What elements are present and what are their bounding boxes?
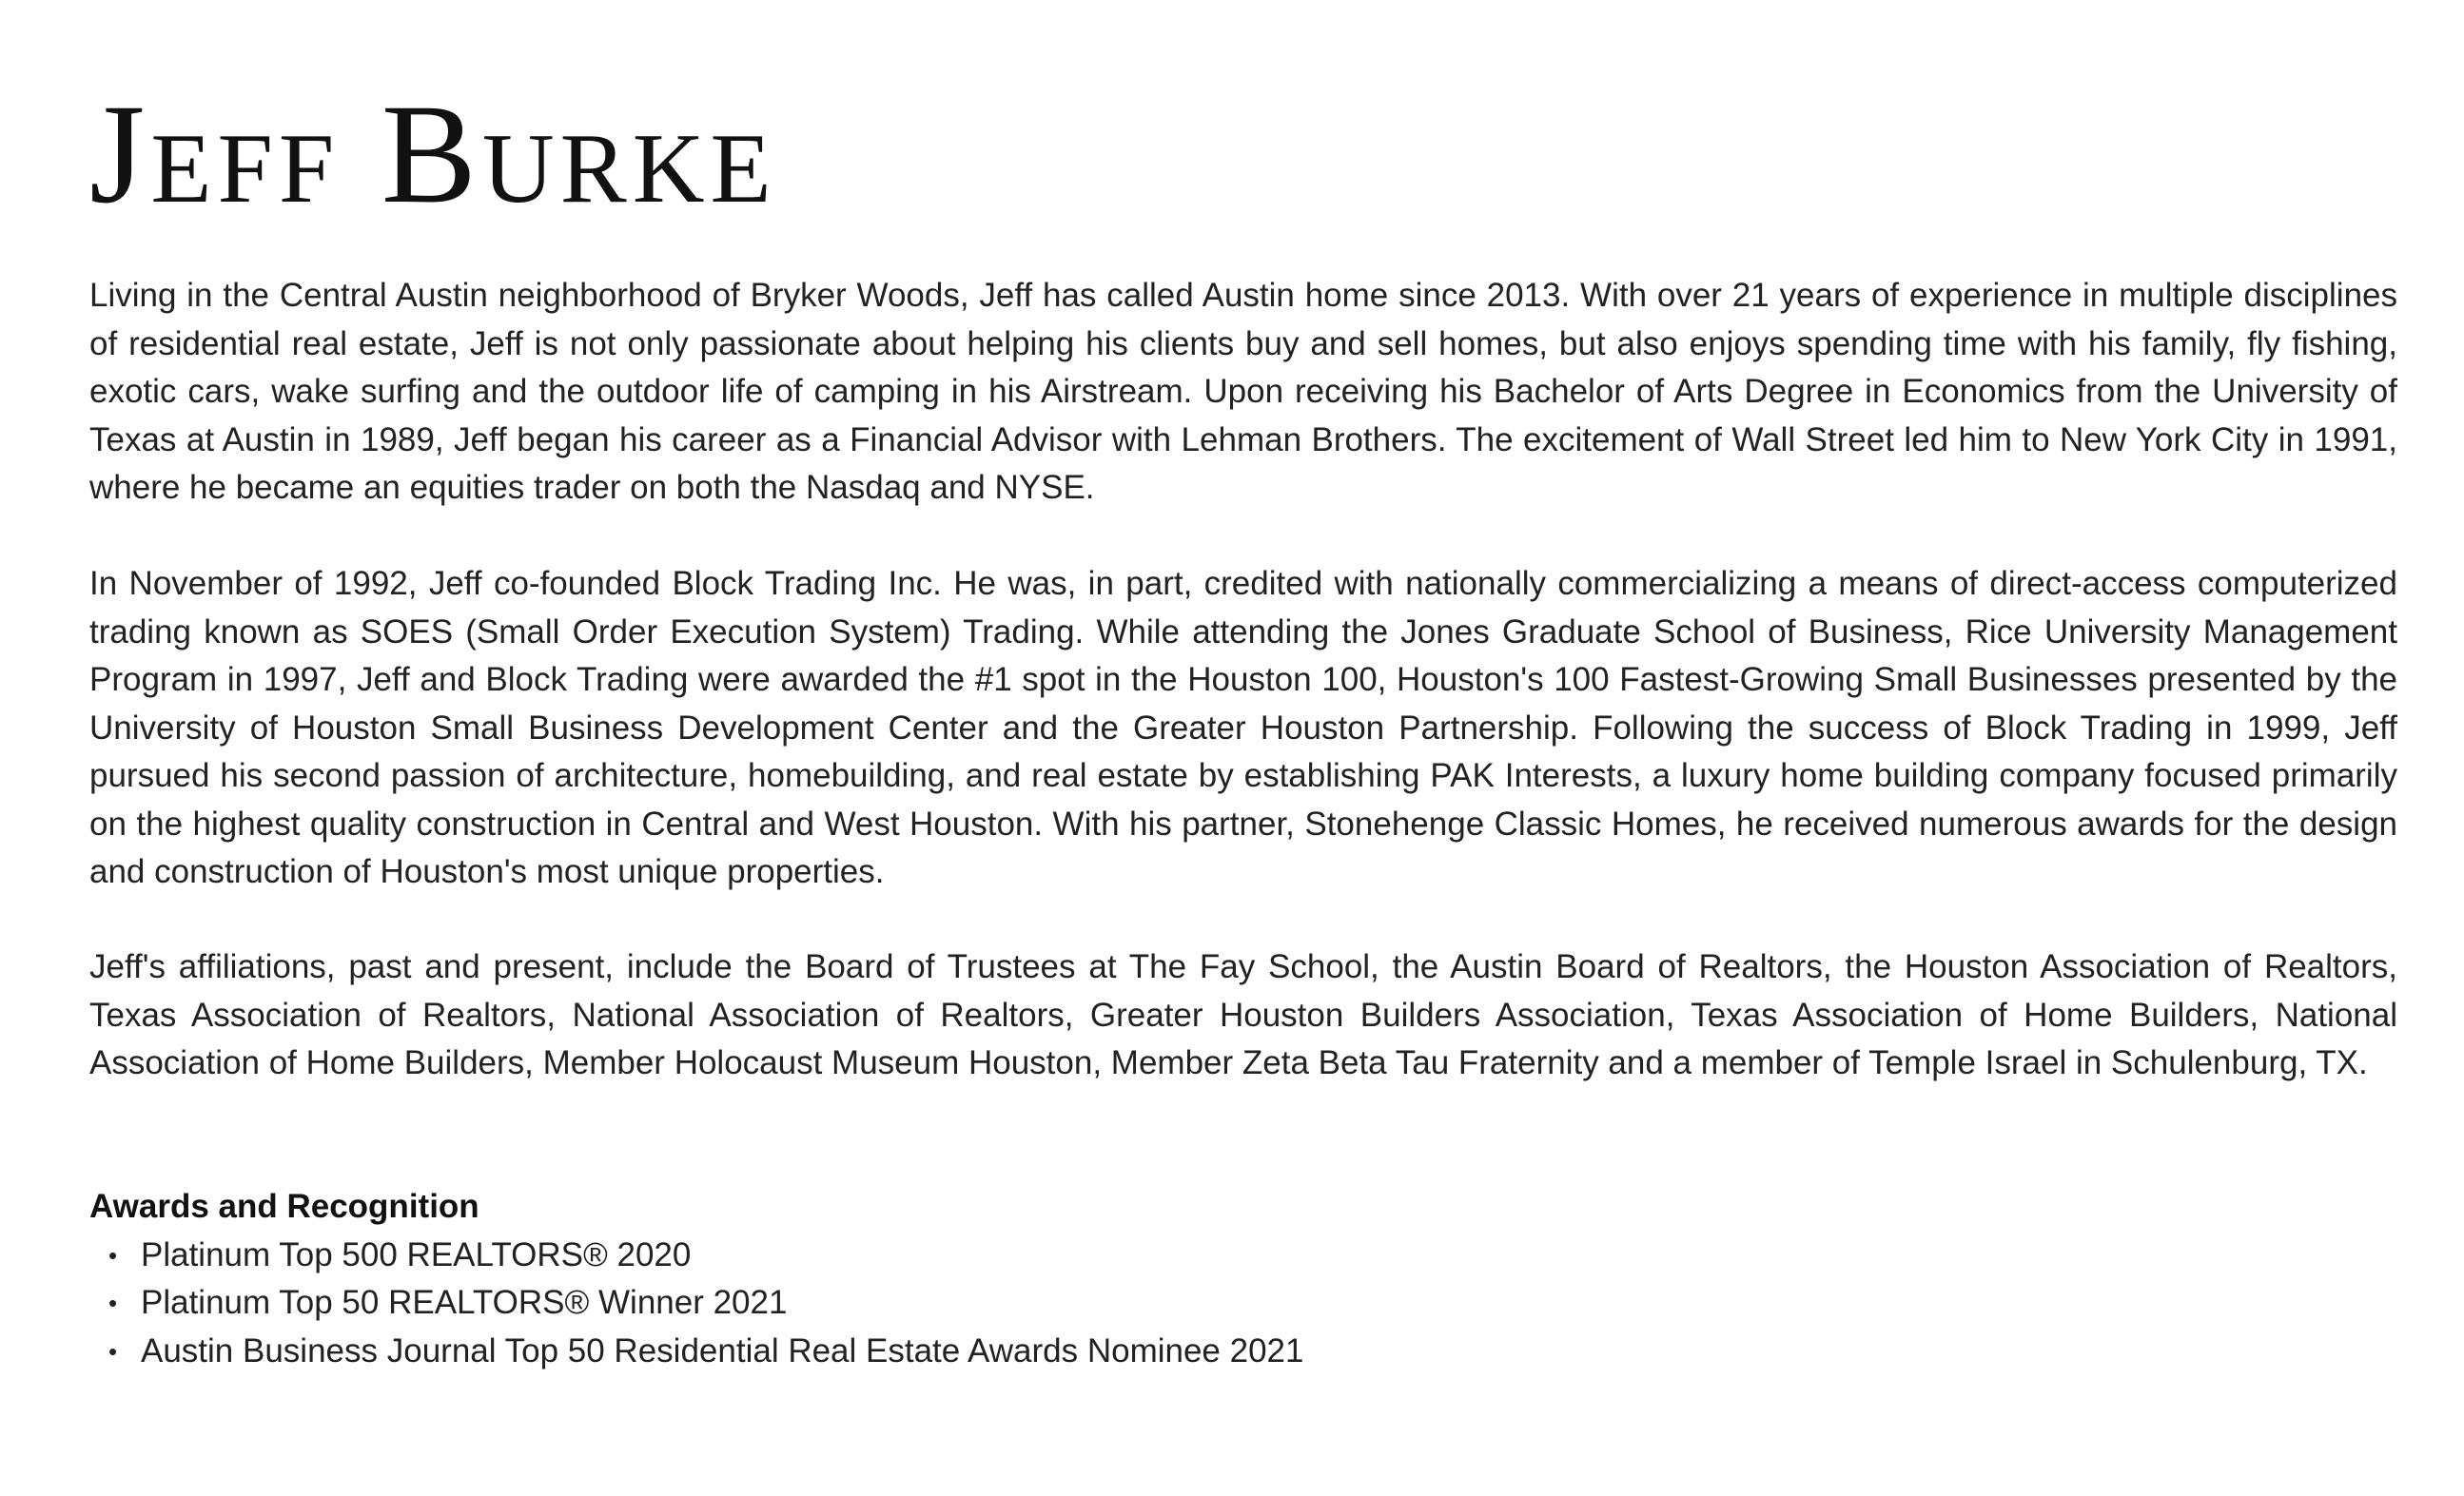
bio-paragraph-1: Living in the Central Austin neighborhood of Bryker Woods, Jeff has called Austin home since 2013. With over 21 years of experience in multiple disciplines of residential real estate, Jeff is not only passionate about helping his clients buy and sell homes, but also enjoys spending time with his family, fly fishing, exotic cars, wake surfing and the outdoor life of camping in his Airstream. Upon receiving his Bachelor of Arts Degree in Economics from the University of Texas at Austin in 1989, Jeff began his career as a Financial Advisor with Lehman Brothers. The excitement of Wall Street led him to New York City in 1991, where he became an equities trader on both the Nasdaq and NYSE. <box>89 277 2397 506</box>
awards-list <box>89 1232 2397 1376</box>
award-text: Platinum Top 500 REALTORS® 2020 <box>141 1235 692 1273</box>
bullet-icon: • <box>108 1240 118 1270</box>
awards-heading: Awards and Recognition <box>89 1188 479 1225</box>
bullet-icon: • <box>108 1289 118 1317</box>
list-item <box>89 1279 2397 1328</box>
bullet-icon: • <box>108 1336 118 1366</box>
list-item <box>89 1328 2397 1376</box>
bio-paragraph-3: Jeff's affiliations, past and present, include the Board of Trustees at The Fay School, the Austin Board of Realtors, the Houston Association of Realtors, Texas Association of Realtors, National Association of Realtors, Greater Houston Builders Association, Texas Association of Home Builders, National Association of Home Builders, Member Holocaust Museum Houston, Member Zeta Beta Tau Fraternity and a member of Temple Israel in Schulenburg, TX. <box>89 948 2397 1081</box>
page-title: Jeff Burke <box>89 75 777 233</box>
bio-paragraph-2: In November of 1992, Jeff co-founded Block Trading Inc. He was, in part, credited with nationally commercializing a means of direct-access computerized trading known as SOES (Small Order Execution System) Trading. While attending the Jones Graduate School of Business, Rice University Management Program in 1997, Jeff and Block Trading were awarded the #1 spot in the Houston 100, Houston's 100 Fastest-Growing Small Businesses presented by the University of Houston Small Business Development Center and the Greater Houston Partnership. Following the success of Block Trading in 1999, Jeff pursued his second passion of architecture, homebuilding, and real estate by establishing PAK Interests, a luxury home building company focused primarily on the highest quality construction in Central and West Houston. With his partner, Stonehenge Classic Homes, he received numerous awards for the design and construction of Houston's most unique properties. <box>89 565 2397 890</box>
award-text: Platinum Top 50 REALTORS® Winner 2021 <box>141 1284 788 1321</box>
awards-section <box>89 1183 2397 1375</box>
bio-page <box>89 0 2397 1370</box>
list-item <box>89 1232 2397 1280</box>
award-text: Austin Business Journal Top 50 Residential Real Estate Awards Nominee 2021 <box>141 1331 1304 1370</box>
